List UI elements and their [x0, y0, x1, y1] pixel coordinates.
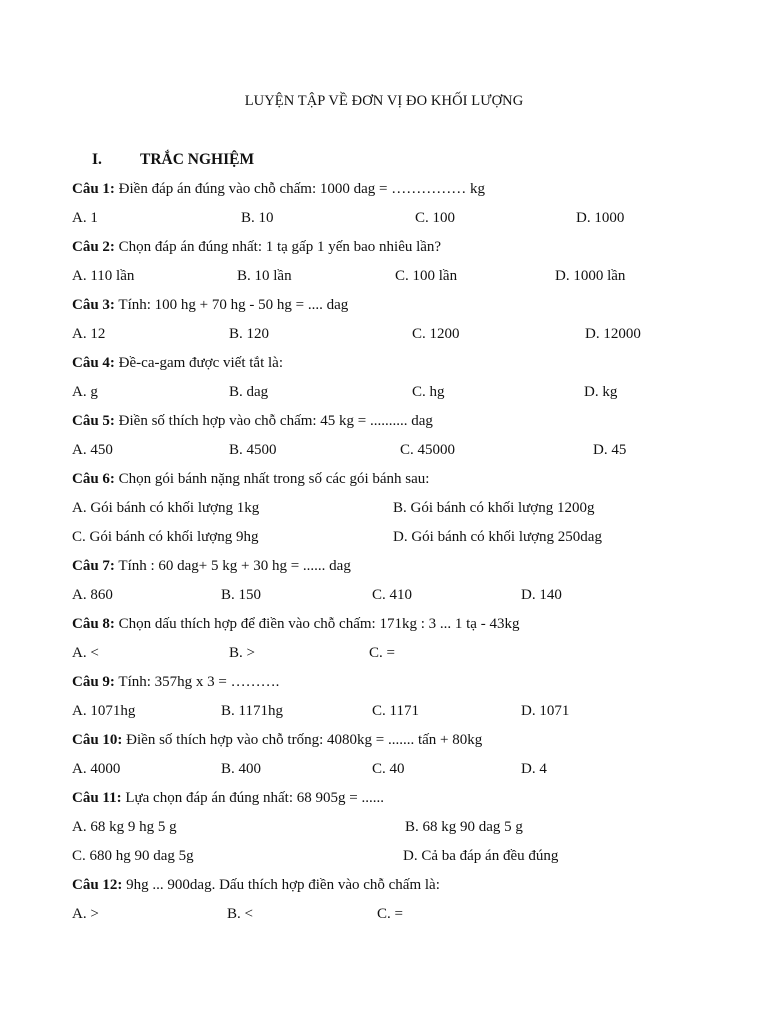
- question-7: [72, 558, 351, 575]
- option-c: C. hg: [412, 384, 445, 400]
- question-label: Câu 7:: [72, 558, 115, 574]
- option-c: C. 40: [372, 761, 405, 777]
- question-2: [72, 239, 441, 256]
- question-9: [72, 674, 279, 691]
- option-d: D. 1071: [521, 703, 570, 719]
- question-text: 9hg ... 900dag. Dấu thích hợp điền vào chỗ chấm là:: [122, 877, 440, 893]
- question-6: [72, 471, 429, 488]
- option-d: D. 4: [521, 761, 547, 777]
- question-3: [72, 297, 348, 314]
- option-a: A. 450: [72, 442, 113, 458]
- option-b: B. <: [227, 906, 253, 922]
- page-title: LUYỆN TẬP VỀ ĐƠN VỊ ĐO KHỐI LƯỢNG: [244, 93, 524, 109]
- question-text: Chọn dấu thích hợp để điền vào chỗ chấm: 171kg : 3 ... 1 tạ - 43kg: [114, 616, 520, 632]
- question-5: [72, 413, 433, 430]
- option-b: B. 10 lần: [237, 268, 292, 284]
- question-text: Chọn gói bánh nặng nhất trong số các gói bánh sau:: [114, 471, 430, 487]
- option-c: C. =: [369, 645, 395, 661]
- option-a: A. >: [72, 906, 99, 922]
- option-a: A. <: [72, 645, 99, 661]
- option-d: D. kg: [584, 384, 618, 400]
- option-b: B. dag: [229, 384, 269, 400]
- question-1: [72, 181, 485, 198]
- option-b: B. 400: [221, 761, 262, 777]
- option-c: C. =: [377, 906, 403, 922]
- option-a: A. Gói bánh có khối lượng 1kg: [72, 500, 260, 516]
- option-c: C. Gói bánh có khối lượng 9hg: [72, 529, 259, 545]
- option-c: C. 45000: [400, 442, 456, 458]
- question-4: [72, 355, 283, 372]
- option-a: A. 1: [72, 210, 98, 226]
- question-10: [72, 732, 482, 749]
- option-d: D. Gói bánh có khối lượng 250dag: [393, 529, 602, 545]
- option-a: A. 12: [72, 326, 106, 342]
- question-label: Câu 6:: [72, 471, 115, 487]
- question-text: Đề-ca-gam được viết tắt là:: [114, 355, 283, 371]
- option-d: D. 1000: [576, 210, 625, 226]
- option-b: B. 4500: [229, 442, 277, 458]
- option-d: D. 45: [593, 442, 627, 458]
- question-label: Câu 9:: [72, 674, 115, 690]
- question-12: [72, 877, 440, 894]
- option-c: C. 100 lần: [395, 268, 458, 284]
- option-b: B. 10: [241, 210, 274, 226]
- section-number: I.: [92, 151, 102, 168]
- option-d: D. 1000 lần: [555, 268, 626, 284]
- question-text: Tính: 100 hg + 70 hg - 50 hg = .... dag: [114, 297, 349, 313]
- option-a: A. 110 lần: [72, 268, 135, 284]
- option-b: B. >: [229, 645, 255, 661]
- option-c: C. 680 hg 90 dag 5g: [72, 848, 194, 864]
- question-text: Chọn đáp án đúng nhất: 1 tạ gấp 1 yến bao nhiêu lần?: [114, 239, 442, 255]
- option-a: A. 1071hg: [72, 703, 136, 719]
- question-label: Câu 11:: [72, 790, 122, 806]
- option-a: A. 68 kg 9 hg 5 g: [72, 819, 177, 835]
- option-d: D. Cả ba đáp án đều đúng: [403, 848, 559, 864]
- question-label: Câu 8:: [72, 616, 115, 632]
- question-text: Tính: 357hg x 3 = ……….: [114, 674, 280, 690]
- section-name: TRẮC NGHIỆM: [140, 151, 255, 168]
- option-b: B. 150: [221, 587, 262, 603]
- question-text: Điền số thích hợp vào chỗ chấm: 45 kg = .......... dag: [114, 413, 433, 429]
- question-label: Câu 1:: [72, 181, 115, 197]
- option-b: B. 68 kg 90 dag 5 g: [405, 819, 523, 835]
- question-text: Lựa chọn đáp án đúng nhất: 68 905g = ......: [121, 790, 384, 806]
- option-b: B. 1171hg: [221, 703, 283, 719]
- section-heading: [92, 151, 254, 169]
- question-label: Câu 3:: [72, 297, 115, 313]
- option-c: C. 100: [415, 210, 456, 226]
- question-label: Câu 4:: [72, 355, 115, 371]
- option-a: A. 860: [72, 587, 113, 603]
- question-text: Điền số thích hợp vào chỗ trống: 4080kg = ....... tấn + 80kg: [122, 732, 483, 748]
- question-label: Câu 5:: [72, 413, 115, 429]
- question-text: Tính : 60 dag+ 5 kg + 30 hg = ...... dag: [114, 558, 351, 574]
- option-d: D. 140: [521, 587, 562, 603]
- option-a: A. 4000: [72, 761, 121, 777]
- option-c: C. 1200: [412, 326, 460, 342]
- question-label: Câu 10:: [72, 732, 123, 748]
- option-c: C. 410: [372, 587, 413, 603]
- question-11: [72, 790, 384, 807]
- option-b: B. 120: [229, 326, 270, 342]
- question-text: Điền đáp án đúng vào chỗ chấm: 1000 dag = …………… kg: [114, 181, 485, 197]
- option-b: B. Gói bánh có khối lượng 1200g: [393, 500, 595, 516]
- option-a: A. g: [72, 384, 98, 400]
- option-d: D. 12000: [585, 326, 641, 342]
- question-8: [72, 616, 519, 633]
- question-label: Câu 2:: [72, 239, 115, 255]
- question-label: Câu 12:: [72, 877, 123, 893]
- option-c: C. 1171: [372, 703, 419, 719]
